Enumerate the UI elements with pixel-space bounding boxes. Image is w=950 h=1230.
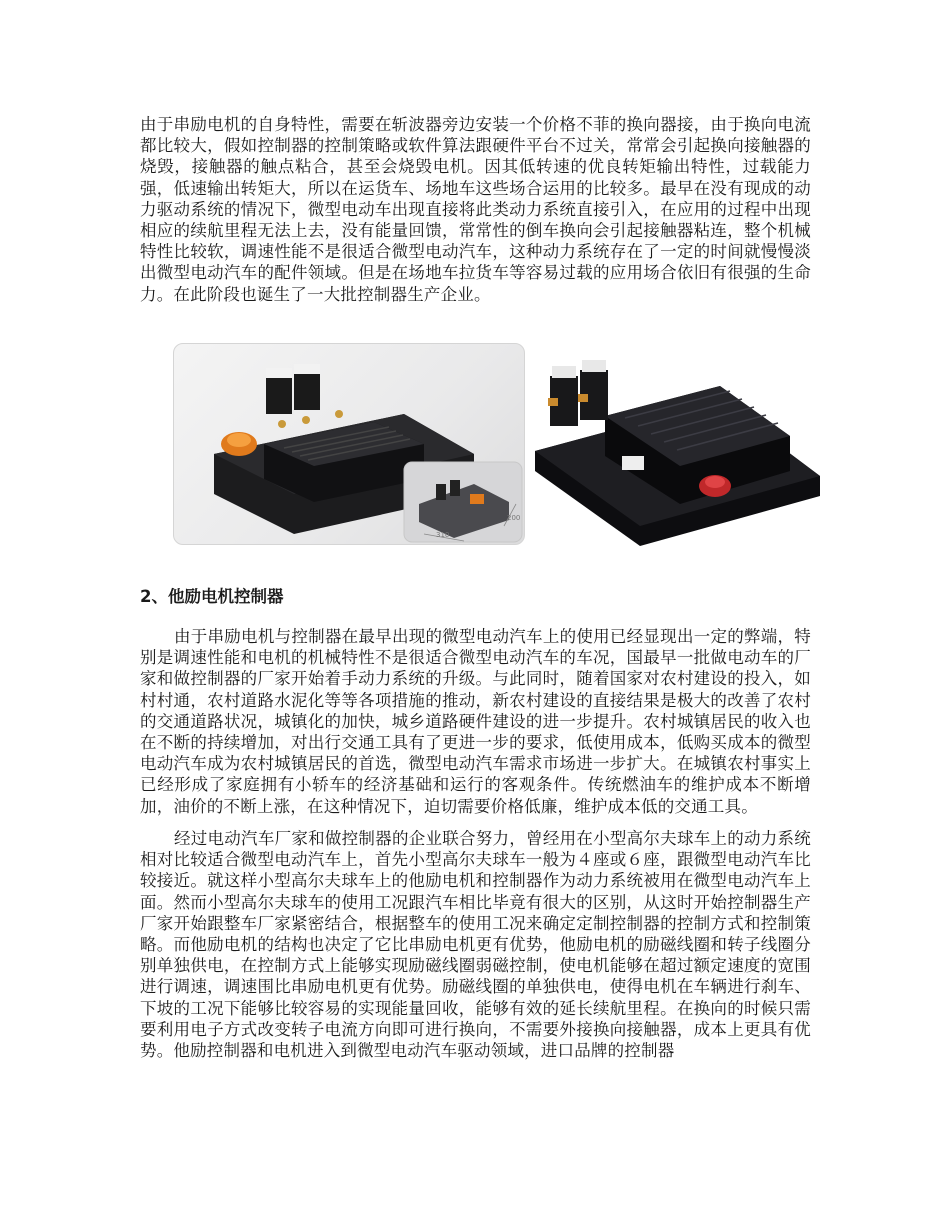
dimension-label-b: 200 [507,514,521,522]
body-paragraph-2: 由于串励电机与控制器在最早出现的微型电动汽车上的使用已经显现出一定的弊端，特别是调速性能和电机的机械特性不是很适合微型电动汽车的车况，国最早一批做电动车的厂家和做控制器的厂家开始着手动力系统的升级。与此同时，随着国家对农村建设的投入，如村村通，农村道路水泥化等等各项措施的推动，新农村建设的直接结果是极大的改善了农村的交通道路状况，城镇化的加快，城乡道路硬件建设的进一步提升。农村城镇居民的收入也在不断的持续增加，对出行交通工具有了更进一步的要求，低使用成本，低购买成本的微型电动汽车成为农村城镇居民的首选，微型电动汽车需求市场进一步扩大。在城镇农村事实上已经形成了家庭拥有小轿车的经济基础和运行的客观条件。传统燃油车的维护成本不断增加，油价的不断上涨，在这种情况下，迫切需要价格低廉，维护成本低的交通工具。 [140,627,811,816]
dimension-label-a: 310 [436,531,450,539]
body-paragraph-1: 由于串励电机的自身特性，需要在斩波器旁边安装一个价格不菲的换向器接，由于换向电流都比较大，假如控制器的控制策略或软件算法跟硬件平台不过关，常常会引起换向接触器的烧毁，接触器的触点粘合，甚至会烧毁电机。因其低转速的优良转矩输出特性，过载能力强，低速输出转矩大，所以在运货车、场地车这些场合运用的比较多。最早在没有现成的动力驱动系统的情况下，微型电动车出现直接将此类动力系统直接引入，在应用的过程中出现相应的续航里程无法上去，没有能量回馈，常常性的倒车换向会引起接触器粘连，整个机械特性比较软，调速性能不是很适合微型电动汽车，这种动力系统存在了一定的时间就慢慢淡出微型电动汽车的配件领域。但是在场地车拉货车等容易过载的应用场合依旧有很强的生命力。在此阶段也诞生了一大批控制器生产企业。 [140,115,811,304]
controller-photo-left [173,343,525,545]
controller-photo-right [530,356,822,548]
section-heading: 2、他励电机控制器 [140,587,284,606]
body-paragraph-3: 经过电动汽车厂家和做控制器的企业联合努力，曾经用在小型高尔夫球车上的动力系统相对比较适合微型电动汽车上，首先小型高尔夫球车一般为４座或６座，跟微型电动汽车比较接近。就这样小型高尔夫球车上的他励电机和控制器作为动力系统被用在微型电动汽车上面。然而小型高尔夫球车的使用工况跟汽车相比毕竟有很大的区别，从这时开始控制器生产厂家开始跟整车厂家紧密结合，根据整车的使用工况来确定定制控制器的控制方式和控制策略。而他励电机的结构也决定了它比串励电机更有优势，他励电机的励磁线圈和转子线圈分别单独供电，在控制方式上能够实现励磁线圈弱磁控制，使电机能够在超过额定速度的宽围进行调速，调速围比串励电机更有优势。励磁线圈的单独供电，使得电机在车辆进行刹车、下坡的工况下能够比较容易的实现能量回收，能够有效的延长续航里程。在换向的时候只需要利用电子方式改变转子电流方向即可进行换向，不需要外接换向接触器，成本上更具有优势。他励控制器和电机进入到微型电动汽车驱动领域，进口品牌的控制器 [140,829,811,1061]
